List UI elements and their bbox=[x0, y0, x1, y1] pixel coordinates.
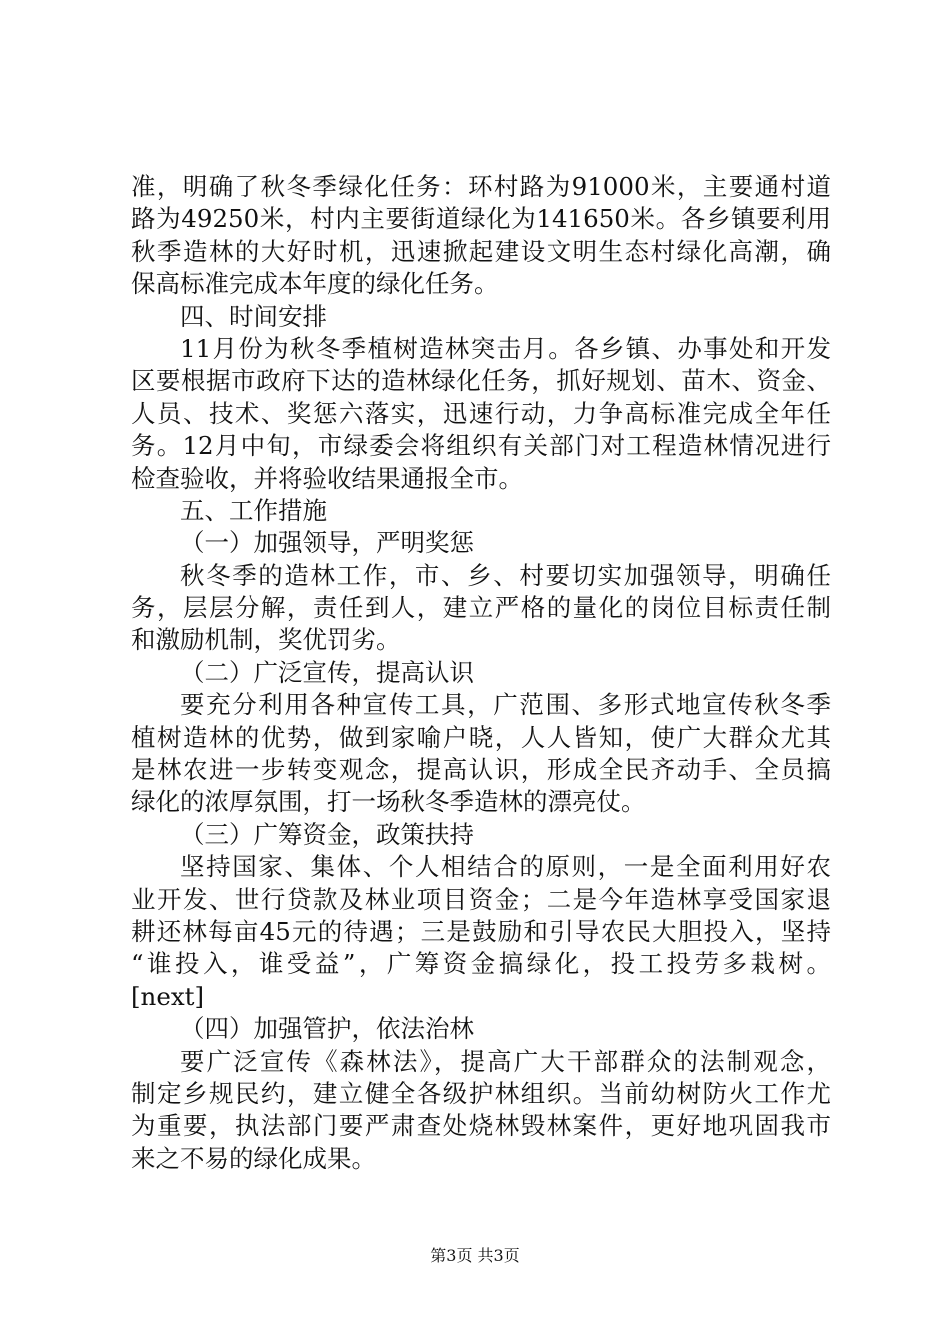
page-footer: 第3页 共3页 bbox=[430, 1246, 520, 1265]
text-line: 秋季造林的大好时机，迅速掀起建设文明生态村绿化高潮，确 bbox=[131, 236, 831, 266]
text-line: 植树造林的优势，做到家喻户晓，人人皆知，使广大群众尤其 bbox=[131, 722, 831, 752]
text-line: 务。12月中旬，市绿委会将组织有关部门对工程造林情况进行 bbox=[131, 431, 831, 461]
text-line: 准，明确了秋冬季绿化任务：环村路为91000米，主要通村道 bbox=[131, 172, 831, 201]
text-line: （二）广泛宣传，提高认识 bbox=[180, 657, 474, 687]
text-line: 来之不易的绿化成果。 bbox=[131, 1143, 376, 1173]
text-line: 保高标准完成本年度的绿化任务。 bbox=[131, 269, 499, 299]
text-line: [next] bbox=[131, 981, 205, 1011]
text-line: 路为49250米，村内主要街道绿化为141650米。各乡镇要利用 bbox=[131, 204, 831, 234]
text-line: 要充分利用各种宣传工具，广范围、多形式地宣传秋冬季 bbox=[180, 690, 831, 720]
text-line: “谁投入，谁受益”，广筹资金搞绿化，投工投劳多栽树。 bbox=[131, 949, 831, 979]
text-line: 为重要，执法部门要严肃查处烧林毁林案件，更好地巩固我市 bbox=[131, 1111, 831, 1141]
text-line: 检查验收，并将验收结果通报全市。 bbox=[131, 463, 523, 493]
text-line: 和激励机制，奖优罚劣。 bbox=[131, 625, 401, 655]
text-line: 耕还林每亩45元的待遇；三是鼓励和引导农民大胆投入，坚持 bbox=[131, 916, 831, 946]
text-line: 要广泛宣传《森林法》，提高广大干部群众的法制观念， bbox=[180, 1046, 831, 1076]
text-line: 四、时间安排 bbox=[180, 301, 327, 331]
text-line: 秋冬季的造林工作，市、乡、村要切实加强领导，明确任 bbox=[180, 560, 831, 590]
text-line: 务，层层分解，责任到人，建立严格的量化的岗位目标责任制 bbox=[131, 593, 831, 623]
text-line: 业开发、世行贷款及林业项目资金；二是今年造林享受国家退 bbox=[131, 884, 831, 914]
text-line: （一）加强领导，严明奖惩 bbox=[180, 528, 474, 558]
text-line: 绿化的浓厚氛围，打一场秋冬季造林的漂亮仗。 bbox=[131, 787, 646, 817]
text-line: 人员、技术、奖惩六落实，迅速行动，力争高标准完成全年任 bbox=[131, 398, 831, 428]
text-line: 制定乡规民约，建立健全各级护林组织。当前幼树防火工作尤 bbox=[131, 1078, 831, 1108]
text-line: （四）加强管护，依法治林 bbox=[180, 1014, 474, 1044]
text-line: 五、工作措施 bbox=[180, 495, 327, 525]
text-line: 11月份为秋冬季植树造林突击月。各乡镇、办事处和开发 bbox=[180, 333, 831, 363]
text-line: （三）广筹资金，政策扶持 bbox=[180, 819, 474, 849]
document-body bbox=[131, 171, 831, 1175]
text-line: 坚持国家、集体、个人相结合的原则，一是全面利用好农 bbox=[180, 852, 831, 882]
text-line: 区要根据市政府下达的造林绿化任务，抓好规划、苗木、资金、 bbox=[131, 366, 831, 396]
text-line: 是林农进一步转变观念，提高认识，形成全民齐动手、全员搞 bbox=[131, 755, 831, 785]
